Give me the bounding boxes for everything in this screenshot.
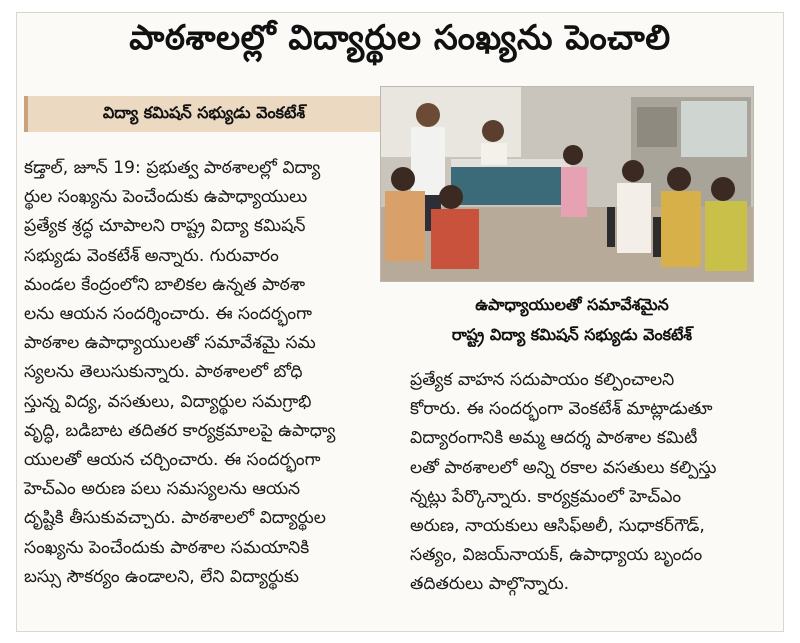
body-line: కోరారు. ఈ సందర్భంగా వెంకటేశ్ మాట్లాడుతూ	[410, 399, 713, 420]
subheading	[24, 96, 380, 132]
body-line: బస్సు సౌకర్యం ఉండాలని, లేని విద్యార్థుకు	[24, 566, 299, 587]
body-column-left	[24, 154, 382, 592]
body-line: సంఖ్యను పెంచేందుకు పాఠశాల సమయానికి	[24, 537, 310, 558]
meeting-photo	[380, 86, 754, 282]
body-line: ర్థుల సంఖ్యను పెంచేందుకు ఉపాధ్యాయులు	[24, 187, 308, 208]
body-line: పాఠశాల ఉపాధ్యాయులతో సమావేశమై సమ	[24, 333, 316, 354]
body-line: ప్రత్యేక శ్రద్ధ చూపాలని రాష్ట్ర విద్యా కమిషన్	[24, 216, 306, 237]
meeting-photo-illustration	[381, 87, 754, 282]
body-line: యులతో ఆయన చర్చించారు. ఈ సందర్భంగా	[24, 450, 321, 471]
body-line: హెచ్‌ఎం అరుణ పలు సమస్యలను ఆయన	[24, 479, 301, 500]
body-line: తదితరులు పాల్గొన్నారు.	[410, 574, 570, 595]
body-line: వృద్ధి, బడిబాట తదితర కార్యక్రమాలపై ఉపాధ్యా	[24, 420, 336, 441]
body-column-right	[410, 366, 756, 600]
body-line: స్తున్న విద్య, వసతులు, విద్యార్థుల సమగ్రాభి	[24, 391, 312, 412]
photo-caption-line: ఉపాధ్యాయులతో సమావేశమైన	[475, 295, 669, 314]
body-line: ప్రత్యేక వాహన సదుపాయం కల్పించాలని	[410, 370, 675, 390]
body-line: అరుణ, నాయకులు ఆసిఫ్‌అలీ, సుధాకర్‌గౌడ్,	[410, 516, 705, 537]
body-line: న్నట్లు పేర్కొన్నారు. కార్యక్రమంలో హెచ్‌ఎం	[410, 486, 682, 507]
body-line: సభ్యుడు వెంకటేశ్ అన్నారు. గురువారం	[24, 245, 279, 266]
body-line: మండల కేంద్రంలోని బాలికల ఉన్నత పాఠశా	[24, 274, 306, 295]
body-line: లతో పాఠశాలలో అన్ని రకాల వసతులు కల్పిస్తు	[410, 457, 717, 478]
subheading-text: విద్యా కమిషన్ సభ్యుడు వెంకటేశ్	[102, 102, 306, 122]
body-line: స్యలను తెలుసుకున్నారు. పాఠశాలలో బోధి	[24, 362, 303, 383]
body-line: లను ఆయన సందర్శించారు. ఈ సందర్భంగా	[24, 304, 312, 325]
body-line: కడ్తాల్, జూన్ 19: ప్రభుత్వ పాఠశాలల్లో విద్యా	[24, 158, 321, 178]
body-line: విద్యారంగానికి అమ్మ ఆదర్శ పాఠశాల కమిటీ	[410, 428, 698, 449]
headline: పాఠశాలల్లో విద్యార్థుల సంఖ్యను పెంచాలి	[129, 18, 671, 58]
body-line: దృష్టికి తీసుకువచ్చారు. పాఠశాలలో విద్యార్థుల	[24, 508, 326, 529]
photo-caption	[392, 290, 752, 350]
photo-caption-line: రాష్ట్ర విద్యా కమిషన్ సభ్యుడు వెంకటేశ్	[451, 325, 693, 344]
body-line: సత్యం, విజయ్‌నాయక్, ఉపాధ్యాయ బృందం	[410, 545, 703, 566]
